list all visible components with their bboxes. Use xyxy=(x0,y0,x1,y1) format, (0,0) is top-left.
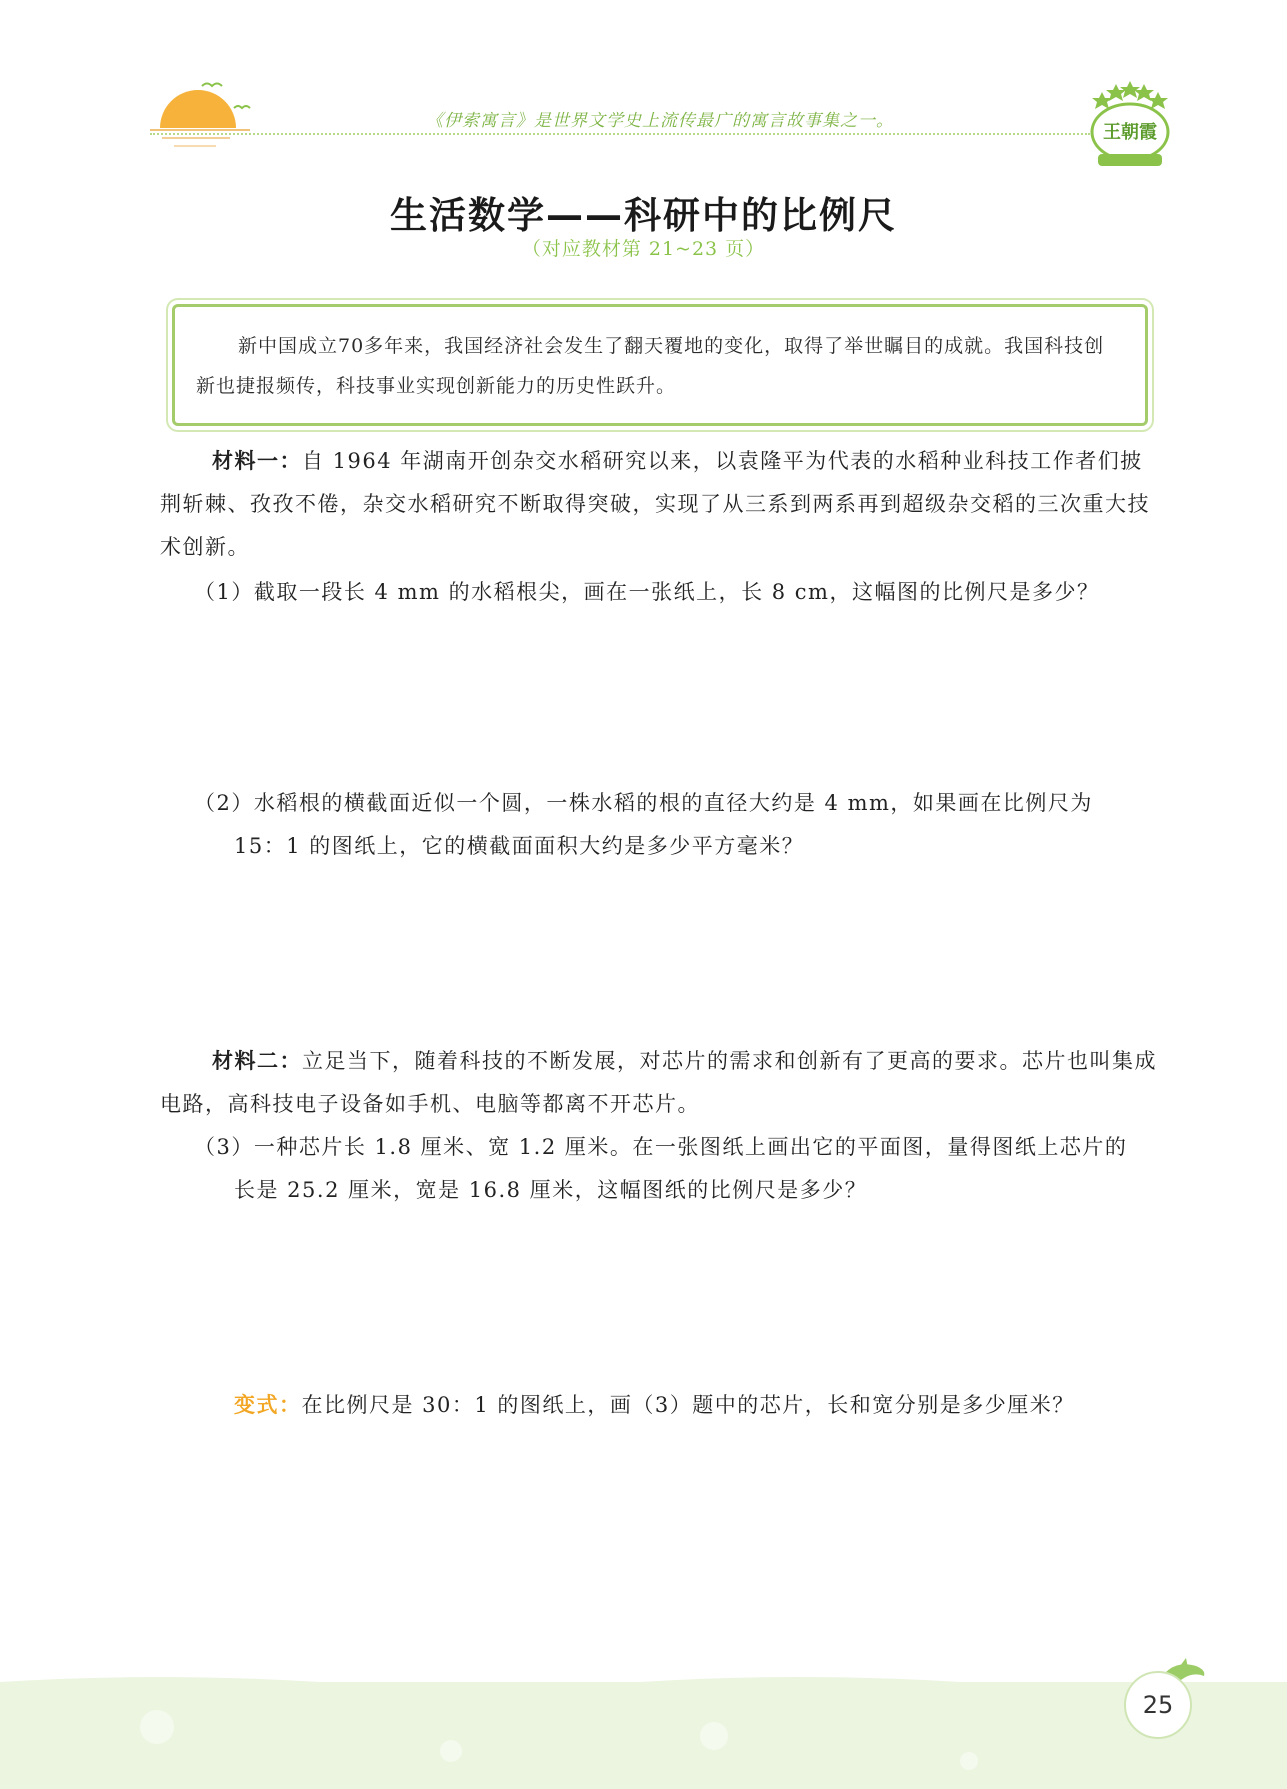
footer-bubble xyxy=(440,1740,462,1762)
question-3 xyxy=(194,1126,1158,1212)
question-3-line-1: （3）一种芯片长 1.8 厘米、宽 1.2 厘米。在一张图纸上画出它的平面图，量得图纸上芯片的 xyxy=(194,1135,1128,1159)
header-motto: 《伊索寓言》是世界文学史上流传最广的寓言故事集之一。 xyxy=(426,111,894,131)
intro-paragraph xyxy=(196,326,1122,406)
question-2 xyxy=(194,782,1158,868)
question-1 xyxy=(194,571,1158,614)
question-3-line-2: 长是 25.2 厘米，宽是 16.8 厘米，这幅图纸的比例尺是多少？ xyxy=(234,1178,868,1202)
material-two-paragraph xyxy=(160,1040,1158,1126)
page-title: 生活数学——科研中的比例尺 xyxy=(390,194,897,237)
intro-text: 新中国成立70多年来，我国经济社会发生了翻天覆地的变化，取得了举世瞩目的成就。我国科技创新也捷报频传，科技事业实现创新能力的历史性跃升。 xyxy=(196,335,1105,397)
variant-text: 在比例尺是 30：1 的图纸上，画（3）题中的芯片，长和宽分别是多少厘米？ xyxy=(301,1393,1075,1417)
page-subtitle: （对应教材第 21~23 页） xyxy=(521,238,766,260)
material-one-paragraph xyxy=(160,440,1158,569)
material-two-text: 立足当下，随着科技的不断发展，对芯片的需求和创新有了更高的要求。芯片也叫集成电路，高科技电子设备如手机、电脑等都离不开芯片。 xyxy=(160,1049,1157,1116)
header-divider xyxy=(150,133,1090,135)
footer-bubble xyxy=(960,1752,978,1770)
material-two-label: 材料二： xyxy=(212,1049,302,1073)
question-1-text: （1）截取一段长 4 mm 的水稻根尖，画在一张纸上，长 8 cm，这幅图的比例尺是多少？ xyxy=(194,580,1100,604)
footer-band xyxy=(0,1682,1287,1789)
material-one-text: 自 1964 年湖南开创杂交水稻研究以来，以袁隆平为代表的水稻种业科技工作者们披荆斩棘、孜孜不倦，杂交水稻研究不断取得突破，实现了从三系到两系再到超级杂交稻的三次重大技术创新。 xyxy=(160,449,1150,559)
question-2-line-2: 15：1 的图纸上，它的横截面面积大约是多少平方毫米？ xyxy=(234,834,805,858)
footer-bubble xyxy=(700,1722,728,1750)
question-2-line-1: （2）水稻根的横截面近似一个圆，一株水稻的根的直径大约是 4 mm，如果画在比例尺为 xyxy=(194,791,1093,815)
footer-bubble xyxy=(140,1710,174,1744)
variant-question xyxy=(234,1384,1158,1427)
page-number: 25 xyxy=(1124,1671,1192,1739)
logo-text: 王朝霞 xyxy=(1103,122,1157,143)
material-one-label: 材料一： xyxy=(212,449,302,473)
footer-wave-decoration xyxy=(0,1668,1287,1698)
variant-label: 变式： xyxy=(234,1393,302,1417)
